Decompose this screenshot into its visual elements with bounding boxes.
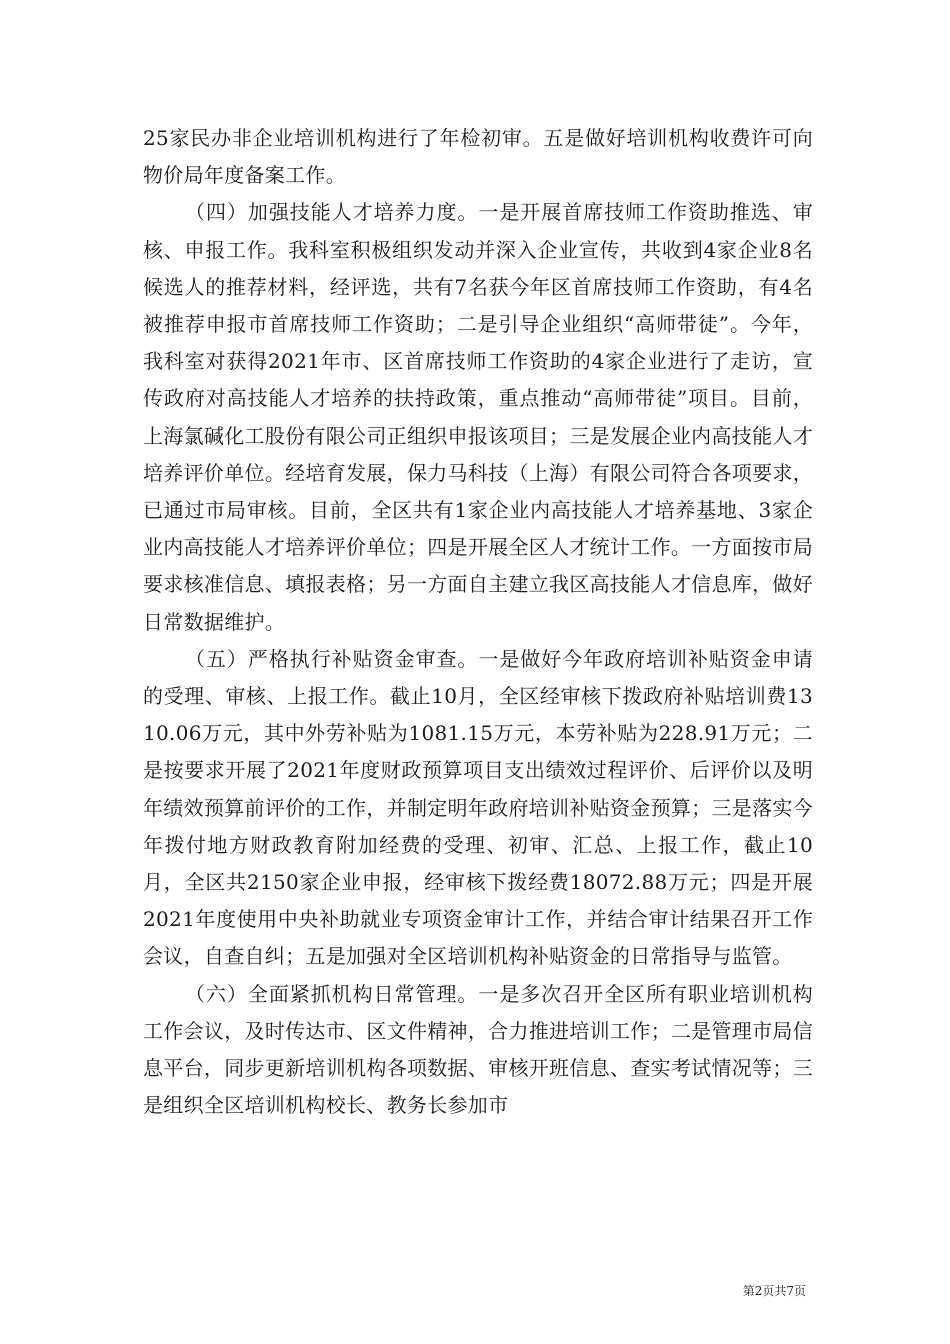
paragraph-subsidy-review: （五）严格执行补贴资金审查。一是做好今年政府培训补贴资金申请的受理、审核、上报工作。截止10月，全区经审核下拨政府补贴培训费1310.06万元，其中外劳补贴为1081.15万元，本劳补贴为228.91万元；二是按要求开展了2021年度财政预算项目支出绩效过程评价、后评价以及明年绩效预算前评价的工作，并制定明年政府培训补贴资金预算；三是落实今年拨付地方财政教育附加经费的受理、初审、汇总、上报工作，截止10月，全区共2150家企业申报，经审核下拨经费18072.88万元；四是开展2021年度使用中央补助就业专项资金审计工作，并结合审计结果召开工作会议，自查自纠；五是加强对全区培训机构补贴资金的日常指导与监管。 (143, 646, 813, 969)
paragraph-skills-training: （四）加强技能人才培养力度。一是开展首席技师工作资助推选、审核、申报工作。我科室积极组织发动并深入企业宣传，共收到4家企业8名候选人的推荐材料，经评选，共有7名获今年区首席技师工作资助，有4名被推荐申报市首席技师工作资助；二是引导企业组织“高师带徒”。今年，我科室对获得2021年市、区首席技师工作资助的4家企业进行了走访，宣传政府对高技能人才培养的扶持政策，重点推动“高师带徒”项目。目前，上海氯碱化工股份有限公司正组织申报该项目；三是发展企业内高技能人才培养评价单位。经培育发展，保力马科技（上海）有限公司符合各项要求，已通过市局审核。目前，全区共有1家企业内高技能人才培养基地、3家企业内高技能人才培养评价单位；四是开展全区人才统计工作。一方面按市局要求核准信息、填报表格；另一方面自主建立我区高技能人才信息库，做好日常数据维护。 (143, 200, 813, 634)
paragraph-daily-management: （六）全面紧抓机构日常管理。一是多次召开全区所有职业培训机构工作会议，及时传达市、区文件精神，合力推进培训工作；二是管理市局信息平台，同步更新培训机构各项数据、审核开班信息、查实考试情况等；三是组织全区培训机构校长、教务长参加市 (143, 981, 813, 1118)
document-body (143, 120, 813, 1124)
page-number: 第2页共7页 (742, 1284, 806, 1298)
paragraph-continuation: 25家民办非企业培训机构进行了年检初审。五是做好培训机构收费许可向物价局年度备案工作。 (143, 126, 813, 188)
